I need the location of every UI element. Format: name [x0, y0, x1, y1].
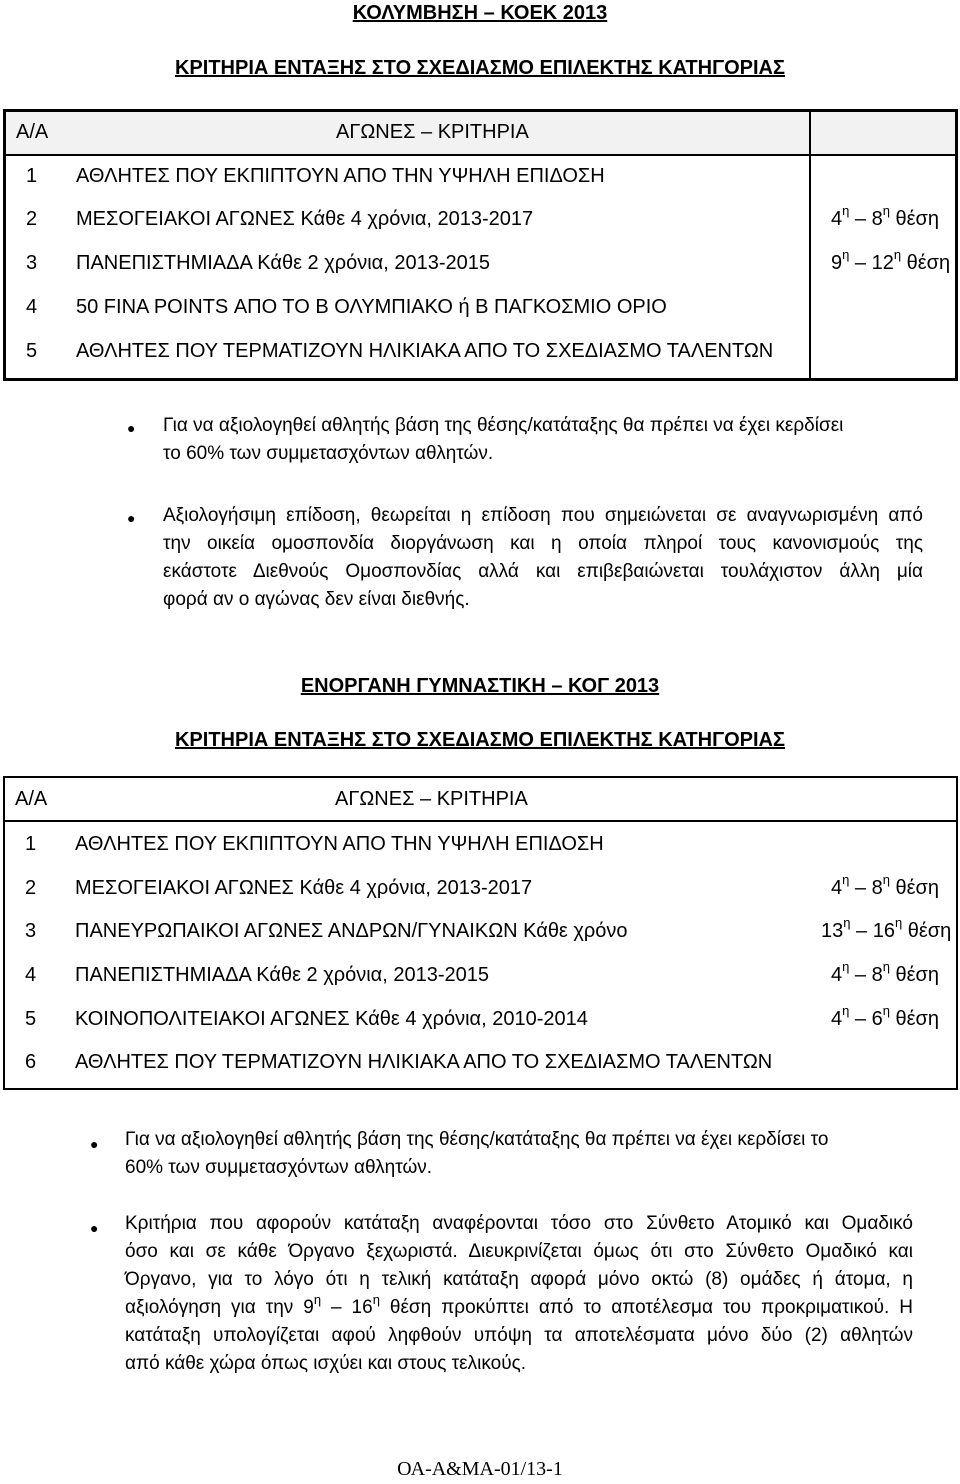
row-criteria: ΚΟΙΝΟΠΟΛΙΤΕΙΑΚΟΙ ΑΓΩΝΕΣ Κάθε 4 χρόνια, 2010-2014 — [75, 1008, 588, 1030]
row-number: 1 — [25, 833, 37, 855]
header-criteria: ΑΓΩΝΕΣ – ΚΡΙΤΗΡΙΑ — [336, 121, 529, 143]
row-criteria: ΑΘΛΗΤΕΣ ΠΟΥ ΤΕΡΜΑΤΙΖΟΥΝ ΗΛΙΚΙΑΚΑ ΑΠΟ ΤΟ ΣΧΕΔΙΑΣΜΟ ΤΑΛΕΝΤΩΝ — [75, 1051, 773, 1073]
row-criteria: ΠΑΝΕΠΙΣΤΗΜΙΑΔΑ Κάθε 2 χρόνια, 2013-2015 — [75, 964, 489, 986]
row-number: 4 — [26, 296, 38, 318]
header-aa: Α/Α — [16, 121, 49, 143]
row-number: 5 — [25, 1008, 37, 1030]
row-number: 2 — [25, 877, 37, 899]
bullet-icon: ● — [127, 510, 136, 526]
bullet-icon: ● — [127, 420, 136, 436]
row-number: 2 — [26, 208, 38, 230]
row-criteria: ΠΑΝΕΠΙΣΤΗΜΙΑΔΑ Κάθε 2 χρόνια, 2013-2015 — [76, 252, 490, 274]
row-criteria: ΜΕΣΟΓΕΙΑΚΟΙ ΑΓΩΝΕΣ Κάθε 4 χρόνια, 2013-2017 — [76, 208, 534, 230]
note-paragraph: Για να αξιολογηθεί αθλητής βάση της θέσης/κατάταξης θα πρέπει να έχει κερδίσει το 60% των συμμετασχόντων αθλητών. — [163, 415, 844, 464]
row-number: 4 — [25, 964, 37, 986]
row-criteria: ΑΘΛΗΤΕΣ ΠΟΥ ΕΚΠΙΠΤΟΥΝ ΑΠΟ ΤΗΝ ΥΨΗΛΗ ΕΠΙΔΟΣΗ — [76, 165, 605, 187]
note-paragraph: Κριτήρια που αφορούν κατάταξη αναφέρονται τόσο στο Σύνθετο Ατομικό και Ομαδικό όσο και σε κάθε Όργανο ξεχωριστά. Διευκρινίζεται όμως ότι στο Σύνθετο Ομαδικό και Όργανο, για το λόγο ότι η τελική κατάταξη αφορά μόνο οκτώ (8) ομάδες ή άτομα, η αξιολόγηση για την $9^\eta - 16^\eta$ θέση προκύπτει από το αποτέλεσμα του προκριματικού. Η κατάταξη υπολογίζεται αφού ληφθούν υπόψη τα αποτελέσματα μόνο δύο (2) αθλητών από κάθε χώρα όπως ισχύει και στους τελικούς. — [125, 1213, 913, 1374]
header-aa: Α/Α — [15, 788, 48, 810]
row-place: $4^\eta - 8^\eta$ θέση — [831, 959, 940, 986]
bullet-icon: ● — [90, 1136, 99, 1152]
row-criteria: 50 FINA POINTS ΑΠΟ ΤΟ Β ΟΛΥΜΠΙΑΚΟ ή Β ΠΑΓΚΟΣΜΙΟ ΟΡΙΟ — [76, 296, 667, 318]
gymnastics-subtitle: ΚΡΙΤΗΡΙΑ ΕΝΤΑΞΗΣ ΣΤΟ ΣΧΕΔΙΑΣΜΟ ΕΠΙΛΕΚΤΗΣ ΚΑΤΗΓΟΡΙΑΣ — [174, 729, 786, 751]
row-number: 6 — [25, 1051, 37, 1073]
gymnastics-criteria-table — [3, 776, 958, 1090]
header-criteria: ΑΓΩΝΕΣ – ΚΡΙΤΗΡΙΑ — [335, 788, 528, 810]
swimming-subtitle: ΚΡΙΤΗΡΙΑ ΕΝΤΑΞΗΣ ΣΤΟ ΣΧΕΔΙΑΣΜΟ ΕΠΙΛΕΚΤΗΣ ΚΑΤΗΓΟΡΙΑΣ — [174, 57, 786, 79]
row-criteria: ΜΕΣΟΓΕΙΑΚΟΙ ΑΓΩΝΕΣ Κάθε 4 χρόνια, 2013-2017 — [75, 877, 533, 899]
swimming-criteria-table — [3, 109, 958, 381]
row-number: 3 — [26, 252, 38, 274]
row-number: 1 — [26, 165, 38, 187]
note-paragraph: Αξιολογήσιμη επίδοση, θεωρείται η επίδοση που σημειώνεται σε αναγνωρισμένη από την οικεία ομοσπονδία διοργάνωση και η οποία πληροί τους κανονισμούς της εκάστοτε Διεθνούς Ομοσπονδίας αλλά και επιβεβαιώνεται τουλάχιστον άλλη μία φορά αν ο αγώνας δεν είναι διεθνής. — [163, 505, 923, 610]
row-number: 3 — [25, 920, 37, 942]
row-criteria: ΑΘΛΗΤΕΣ ΠΟΥ ΕΚΠΙΠΤΟΥΝ ΑΠΟ ΤΗΝ ΥΨΗΛΗ ΕΠΙΔΟΣΗ — [75, 833, 604, 855]
gymnastics-title: ΕΝΟΡΓΑΝΗ ΓΥΜΝΑΣΤΙΚΗ – ΚΟΓ 2013 — [300, 675, 660, 697]
document-code-footer: ΟΑ-Α&ΜΑ-01/13-1 — [397, 1458, 563, 1480]
row-place: $9^\eta - 12^\eta$ θέση — [831, 247, 951, 274]
row-place: $4^\eta - 8^\eta$ θέση — [831, 203, 940, 230]
note-paragraph: Για να αξιολογηθεί αθλητής βάση της θέσης/κατάταξης θα πρέπει να έχει κερδίσει το 60% των συμμετασχόντων αθλητών. — [125, 1129, 829, 1178]
row-place: $4^\eta - 8^\eta$ θέση — [831, 872, 940, 899]
row-place: $4^\eta - 6^\eta$ θέση — [831, 1003, 940, 1030]
row-criteria: ΑΘΛΗΤΕΣ ΠΟΥ ΤΕΡΜΑΤΙΖΟΥΝ ΗΛΙΚΙΑΚΑ ΑΠΟ ΤΟ ΣΧΕΔΙΑΣΜΟ ΤΑΛΕΝΤΩΝ — [76, 340, 774, 362]
swimming-title: ΚΟΛΥΜΒΗΣΗ – ΚΟΕΚ 2013 — [352, 2, 608, 24]
row-number: 5 — [26, 340, 38, 362]
row-place: $13^\eta - 16^\eta$ θέση — [821, 915, 952, 942]
bullet-icon: ● — [90, 1220, 99, 1236]
row-criteria: ΠΑΝΕΥΡΩΠΑΙΚΟΙ ΑΓΩΝΕΣ ΑΝΔΡΩΝ/ΓΥΝΑΙΚΩΝ Κάθε χρόνο — [75, 920, 628, 942]
